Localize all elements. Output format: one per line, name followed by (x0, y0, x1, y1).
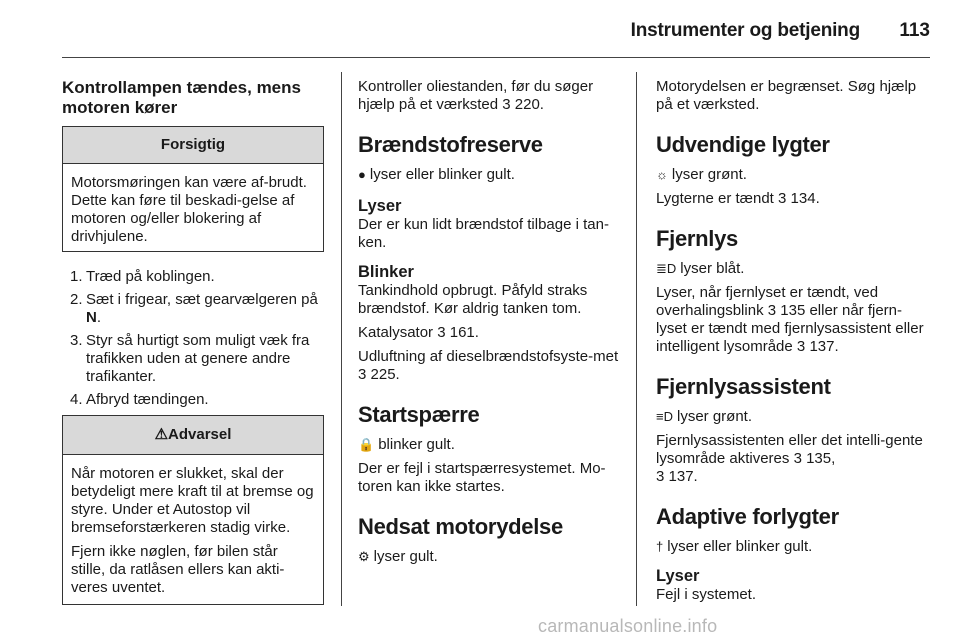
immobiliser-icon: 🔒 (358, 437, 375, 452)
column-1 (62, 78, 324, 605)
column-3: Motorydelsen er begrænset. Søg hjælp på et værksted. Udvendige lygter ☼ lyser grønt. Lygterne er tændt 3 134. Fjernlys ≣D lyser blåt. Lyser, når fjernlyset er tændt, ved overhalingsblink 3 135 eller når fjern-lyset er tændt med fjernlysassistent eller intelligent lysområde 3 137. Fjernlysassistent ≡D lyser grønt. Fjernlysassistenten eller det intelli-gente lysområde aktiveres 3 135, 3 137. Adaptive forlygter † lyser eller blinker gult. Lyser Fejl i systemet. (656, 78, 930, 604)
exterior-lights-heading: Udvendige lygter (656, 132, 830, 157)
warning-text-1: Når motoren er slukket, skal der betydeligt mere kraft til at bremse og styre. Under et Autostop vil bremseforstærkeren stadig virke. (71, 465, 314, 536)
ref-arrow-icon: 3 (778, 190, 787, 207)
adaptive-headlight-icon: † (656, 539, 664, 554)
ref-arrow-icon: 3 (656, 468, 665, 485)
adaptive-lyser-text: Fejl i systemet. (656, 586, 757, 603)
ref-arrow-icon: 3 (796, 338, 806, 355)
fuel-heading: Brændstofreserve (358, 132, 543, 157)
fuel-blinker-heading: Blinker (358, 263, 414, 281)
column-divider-1 (341, 72, 342, 606)
reduced-power-heading: Nedsat motorydelse (358, 514, 563, 539)
section-heading: Kontrollampen tændes, mens motoren kører (62, 78, 301, 117)
ref-arrow-icon: 3 (502, 96, 511, 113)
page-header-title: Instrumenter og betjening (630, 20, 860, 41)
high-beam-assist-heading: Fjernlysassistent (656, 374, 831, 399)
header-rule (62, 57, 930, 58)
oil-text: Kontroller oliestanden, før du søger hjælp på et værksted 3 220. (358, 78, 594, 113)
warning-text-2: Fjern ikke nøglen, før bilen står stille, da ratlåsen ellers kan akti-veres uventet. (71, 543, 285, 596)
fuel-lyser-text: Der er kun lidt brændstof tilbage i tan-ken. (358, 216, 609, 251)
list-item: 4. Afbryd tændingen. (70, 391, 209, 408)
ref-arrow-icon: 3 (358, 366, 367, 383)
fuel-blinker-text: Tankindhold opbrugt. Påfyld straks brændstof. Kør aldrig tanken tom. (358, 282, 588, 317)
page-number: 113 (899, 20, 930, 41)
watermark: carmanualsonline.info (538, 616, 718, 636)
high-beam-heading: Fjernlys (656, 226, 738, 251)
ref-arrow-icon: 3 (793, 450, 802, 467)
adaptive-headlights-heading: Adaptive forlygter (656, 504, 839, 529)
high-beam-icon: ≣D (656, 261, 677, 276)
vent-text: Udluftning af dieselbrændstofsyste-met 3 225. (358, 348, 619, 383)
column-divider-2 (636, 72, 637, 606)
warning-box (62, 415, 324, 605)
fuel-lyser-heading: Lyser (358, 197, 402, 215)
reduced-power-text: Motorydelsen er begrænset. Søg hjælp på et værksted. (656, 78, 917, 113)
immobiliser-heading: Startspærre (358, 402, 480, 427)
high-beam-assist-icon: ≡D (656, 409, 673, 424)
catalyst-text: Katalysator 3 161. (358, 324, 479, 341)
list-item: 2. Sæt i frigear, sæt gearvælgeren på N. (70, 291, 318, 326)
ref-arrow-icon: 3 (437, 324, 446, 341)
warning-body (63, 455, 323, 597)
adaptive-lyser-heading: Lyser (656, 567, 700, 585)
fuel-indicator-icon: ● (358, 167, 366, 182)
high-beam-assist-text: Fjernlysassistenten eller det intelli-gente lysområde aktiveres 3 135, 3 137. (656, 432, 923, 485)
exterior-lights-text: Lygterne er tændt 3 134. (656, 190, 820, 207)
caution-text: Motorsmøringen kan være af-brudt. Dette kan føre til beskadi-gelse af motoren og/eller blokering af drivhjulene. (71, 174, 307, 245)
warning-title-bar (63, 416, 323, 455)
steps-list (62, 268, 324, 409)
high-beam-text: Lyser, når fjernlyset er tændt, ved overhalingsblink 3 135 eller når fjern-lyset er tændt med fjernlysassistent eller intelligent lysområde 3 137. (656, 284, 924, 355)
warning-icon: ⚠ (154, 426, 169, 443)
warning-title: Advarsel (168, 426, 232, 443)
immobiliser-text: Der er fejl i startspærresystemet. Mo-toren kan ikke startes. (358, 460, 606, 495)
caution-body (63, 164, 323, 246)
caution-box (62, 126, 324, 252)
exterior-light-icon: ☼ (656, 167, 668, 182)
ref-arrow-icon: 3 (767, 302, 777, 319)
caution-title: Forsigtig (63, 127, 323, 164)
column-2: Kontroller oliestanden, før du søger hjælp på et værksted 3 220. Brændstofreserve ● lyser eller blinker gult. Lyser Der er kun lidt brændstof tilbage i tan-ken. Blinker Tankindhold opbrugt. Påfyld straks brændstof. Kør aldrig tanken tom. Katalysator 3 161. Udluftning af dieselbrændstofsyste-met 3 225. Startspærre 🔒 blinker gult. Der er fejl i startspærresystemet. Mo-toren kan ikke startes. Nedsat motorydelse ⚙ lyser gult. (358, 78, 626, 566)
list-item: 3. Styr så hurtigt som muligt væk fra trafikken uden at genere andre trafikanter. (70, 332, 310, 385)
reduced-power-icon: ⚙ (358, 549, 370, 564)
list-item: 1. Træd på koblingen. (70, 268, 215, 285)
